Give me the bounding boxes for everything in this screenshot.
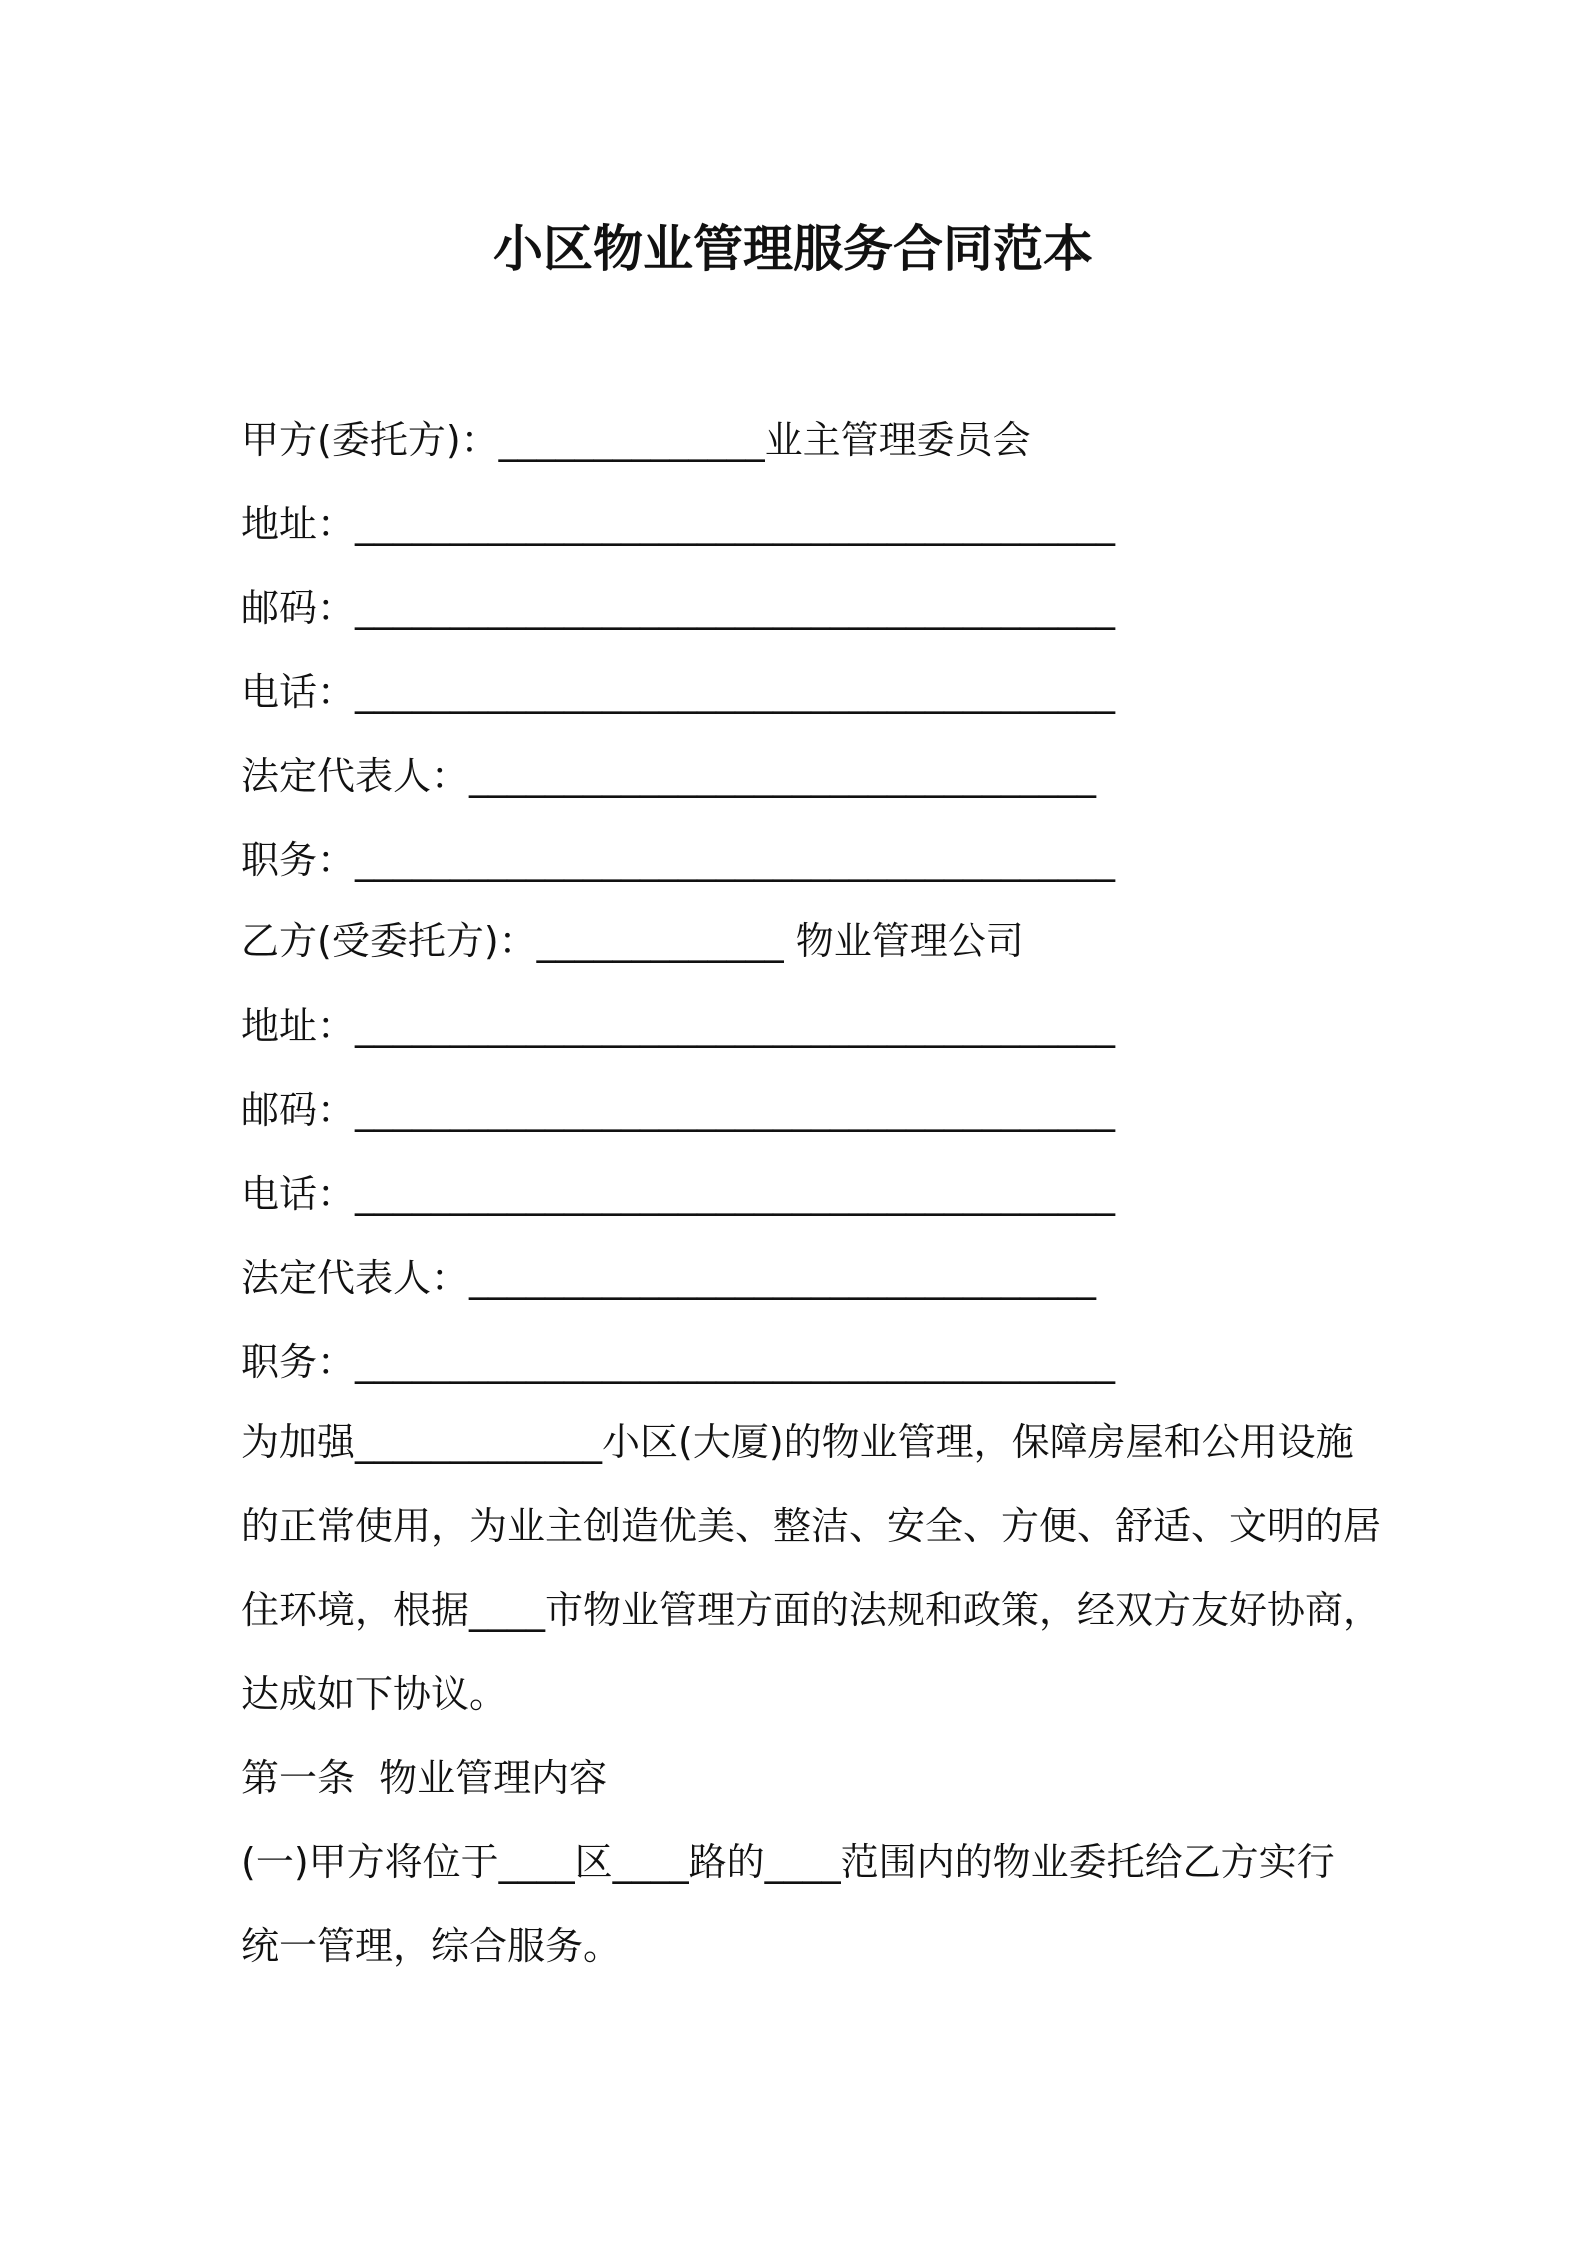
party-a-phone: 电话：________________________________________ [241,670,1116,714]
party-b-postcode: 邮码：________________________________________ [241,1088,1116,1132]
party-a-name-blank: ______________ [498,418,765,462]
party-a-line [241,412,1031,468]
party-b-position: 职务：________________________________________ [241,1340,1116,1384]
article-1-line-2: 统一管理，综合服务。 [241,1924,622,1968]
party-b-label: 乙方(受委托方)： [241,919,537,963]
party-b-legal-rep: 法定代表人：_________________________________ [241,1256,1097,1300]
party-a-position: 职务：________________________________________ [241,838,1116,882]
article-1-line-1: (一)甲方将位于____区____路的____范围内的物业委托给乙方实行 [241,1840,1335,1884]
party-a-address: 地址：________________________________________ [241,502,1116,546]
party-b-name-blank: _____________ [536,919,784,963]
document-title: 小区物业管理服务合同范本 [493,220,1093,278]
intro-line-4: 达成如下协议。 [241,1672,508,1716]
party-b-suffix: 物业管理公司 [783,919,1024,963]
party-b-address: 地址：________________________________________ [241,1004,1116,1048]
article-1-heading: 第一条 物业管理内容 [241,1756,608,1800]
intro-line-2: 的正常使用，为业主创造优美、整洁、安全、方便、舒适、文明的居 [241,1504,1382,1548]
party-b-line [241,913,1024,969]
intro-line-1: 为加强_____________小区(大厦)的物业管理，保障房屋和公用设施 [241,1420,1354,1464]
party-b-phone: 电话：________________________________________ [241,1172,1116,1216]
party-a-postcode: 邮码：________________________________________ [241,586,1116,630]
party-a-legal-rep: 法定代表人：_________________________________ [241,754,1097,798]
party-a-suffix: 业主管理委员会 [764,418,1031,462]
intro-line-3: 住环境，根据____市物业管理方面的法规和政策，经双方友好协商， [241,1588,1382,1632]
party-a-label: 甲方(委托方)： [241,418,499,462]
